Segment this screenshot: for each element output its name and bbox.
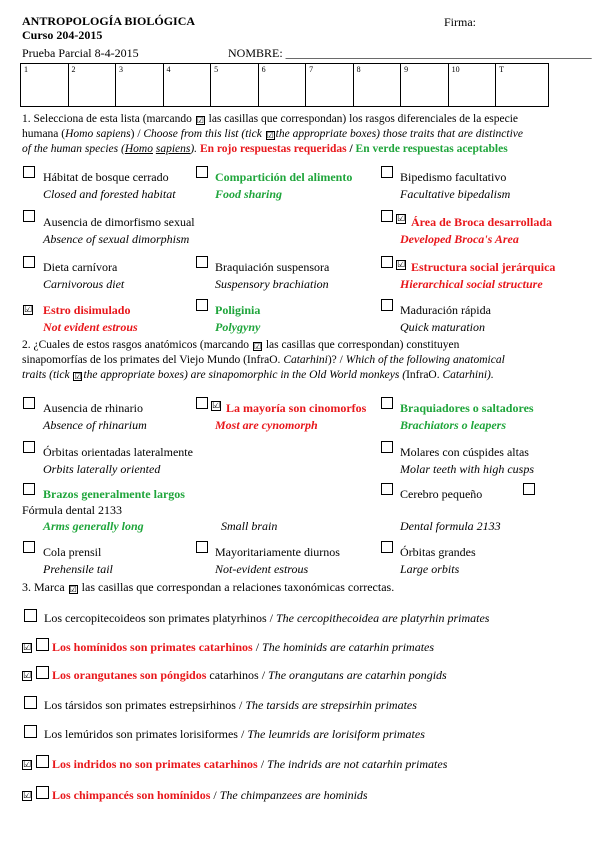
option-label: Órbitas orientadas lateralmente <box>43 445 193 459</box>
option-translation: Dental formula 2133 <box>400 519 501 533</box>
statement: Los orangutanes son póngidos catarhinos / The orangutans are catarhin pongids <box>52 668 447 682</box>
score-cell[interactable]: 2 <box>68 64 116 107</box>
option-label: Poliginia <box>215 303 261 317</box>
checkbox[interactable] <box>36 666 49 679</box>
score-cell[interactable]: 6 <box>258 64 306 107</box>
checkbox[interactable] <box>381 397 393 409</box>
check-icon: ☑ <box>23 671 32 681</box>
checkbox[interactable] <box>381 299 393 311</box>
checkbox[interactable] <box>196 397 208 409</box>
score-cell[interactable]: 9 <box>401 64 449 107</box>
option-translation: Carnivorous diet <box>43 277 125 291</box>
option-translation: Orbits laterally oriented <box>43 462 161 476</box>
statement: Los társidos son primates estrepsirhinos / The tarsids are strepsirhin primates <box>44 698 417 712</box>
score-cell[interactable]: 10 <box>448 64 496 107</box>
checkbox[interactable] <box>196 166 208 178</box>
option-label: Estructura social jerárquica <box>411 260 556 274</box>
option-translation: Molar teeth with high cusps <box>400 462 534 476</box>
check-icon: ☑ <box>266 131 274 140</box>
option-translation: Developed Broca's Area <box>400 232 519 246</box>
option-label: Bipedismo facultativo <box>400 170 507 184</box>
checkbox[interactable] <box>196 256 208 268</box>
option-label: La mayoría son cinomorfos <box>226 401 367 415</box>
score-cell-total[interactable]: T <box>496 64 549 107</box>
q3-instructions: 3. Marca ☑ las casillas que correspondan a relaciones taxonómicas correctas. <box>22 580 395 594</box>
score-cell[interactable]: 3 <box>116 64 164 107</box>
option-translation: Large orbits <box>400 562 460 576</box>
checkbox[interactable] <box>23 397 35 409</box>
option-translation: Absence of rhinarium <box>43 418 147 432</box>
score-cell[interactable]: 4 <box>163 64 211 107</box>
checkbox[interactable] <box>381 541 393 553</box>
option-label: Cerebro pequeño <box>400 487 483 501</box>
option-translation: Food sharing <box>215 187 283 201</box>
option-label: Ausencia de dimorfismo sexual <box>43 215 195 229</box>
option-translation: Arms generally long <box>43 519 144 533</box>
checkbox[interactable] <box>381 210 393 222</box>
checkbox[interactable] <box>23 441 35 453</box>
checkbox[interactable] <box>24 609 37 622</box>
check-icon: ☑ <box>24 305 33 315</box>
score-cell[interactable]: 5 <box>211 64 259 107</box>
score-grid <box>20 63 549 107</box>
statement: Los cercopitecoideos son primates platyrhinos / The cercopithecoidea are platyrhin primates <box>44 611 490 625</box>
check-icon: ☑ <box>23 791 32 801</box>
checkbox[interactable] <box>23 256 35 268</box>
option-label: Área de Broca desarrollada <box>411 215 552 229</box>
check-icon: ☑ <box>397 260 406 270</box>
option-label: Maduración rápida <box>400 303 491 317</box>
firma-label: Firma: <box>444 15 476 29</box>
checkbox[interactable] <box>381 441 393 453</box>
checkbox[interactable] <box>381 256 393 268</box>
option-label: Braquiación suspensora <box>215 260 330 274</box>
option-label: Fórmula dental 2133 <box>22 503 122 517</box>
option-translation: Absence of sexual dimorphism <box>43 232 190 246</box>
statement: Los homínidos son primates catarhinos / The hominids are catarhin primates <box>52 640 435 654</box>
option-translation: Polygyny <box>215 320 261 334</box>
checkbox[interactable] <box>23 483 35 495</box>
check-icon: ☑ <box>397 214 406 224</box>
score-cell[interactable]: 7 <box>306 64 354 107</box>
check-icon: ☑ <box>23 760 32 770</box>
q1-instructions: 1. Selecciona de esta lista (marcando ☑ las casillas que correspondan) los rasgos diferenciales de la especie humana (Homo sapiens) / Choose from this list (tick ☑ the appropriate boxes) those traits that are distinctive of the human species (Homo sapiens). En rojo respuestas requeridas / En verde respuestas aceptables <box>22 113 523 155</box>
exam-label: Prueba Parcial 8-4-2015 <box>22 46 139 60</box>
statement: Los indridos no son primates catarhinos / The indrids are not catarhin primates <box>52 757 448 771</box>
checkbox[interactable] <box>523 483 535 495</box>
checkbox[interactable] <box>196 541 208 553</box>
option-label: Órbitas grandes <box>400 545 476 559</box>
check-icon: ☑ <box>253 342 262 351</box>
option-label: Estro disimulado <box>43 303 131 317</box>
option-label: Cola prensil <box>43 545 102 559</box>
option-label: Mayoritariamente diurnos <box>215 545 340 559</box>
score-cell[interactable]: 1 <box>21 64 69 107</box>
option-translation: Suspensory brachiation <box>215 277 329 291</box>
check-icon: ☑ <box>196 116 204 125</box>
checkbox[interactable] <box>36 786 49 799</box>
score-cell[interactable]: 8 <box>353 64 401 107</box>
checkbox[interactable] <box>23 166 35 178</box>
course-label: Curso 204-2015 <box>22 28 103 42</box>
checkbox[interactable] <box>381 483 393 495</box>
checkbox[interactable] <box>24 696 37 709</box>
option-translation: Quick maturation <box>400 320 485 334</box>
option-label: Hábitat de bosque cerrado <box>43 170 169 184</box>
statement: Los lemúridos son primates lorisiformes / The leumrids are lorisiform primates <box>44 727 425 741</box>
check-icon: ☑ <box>212 401 221 411</box>
check-icon: ☑ <box>23 643 32 653</box>
option-translation: Closed and forested habitat <box>43 187 176 201</box>
option-translation: Not-evident estrous <box>215 562 309 576</box>
option-translation: Not evident estrous <box>43 320 138 334</box>
q2-instructions: 2. ¿Cuales de estos rasgos anatómicos (marcando ☑ las casillas que correspondan) constituyen sinapomorfías de los primates del Viejo Mundo (InfraO. Catarhini)? / Which of the following anatomical traits (tick ☑ the appropriate boxes) are sinapomorphic in the Old World monkeys (InfraO. Catarhini). <box>22 339 505 381</box>
statement: Los chimpancés son homínidos / The chimpanzees are hominids <box>52 788 368 802</box>
checkbox[interactable] <box>196 299 208 311</box>
document-title: ANTROPOLOGÍA BIOLÓGICA <box>22 14 196 28</box>
check-icon: ☑ <box>69 585 77 594</box>
checkbox[interactable] <box>36 755 49 768</box>
option-translation: Prehensile tail <box>43 562 113 576</box>
option-translation: Brachiators o leapers <box>400 418 507 432</box>
option-label: Dieta carnívora <box>43 260 118 274</box>
option-label: Braquiadores o saltadores <box>400 401 534 415</box>
checkbox[interactable] <box>381 166 393 178</box>
option-translation: Small brain <box>221 519 278 533</box>
checkbox[interactable] <box>23 541 35 553</box>
option-translation: Facultative bipedalism <box>400 187 511 201</box>
checkbox[interactable] <box>23 210 35 222</box>
option-label: Compartición del alimento <box>215 170 353 184</box>
checkbox[interactable] <box>36 638 49 651</box>
option-label: Ausencia de rhinario <box>43 401 143 415</box>
checkbox[interactable] <box>24 725 37 738</box>
nombre-field[interactable]: NOMBRE: ___________________________________________________ <box>228 46 592 60</box>
option-label: Brazos generalmente largos <box>43 487 185 501</box>
option-label: Molares con cúspides altas <box>400 445 529 459</box>
option-translation: Hierarchical social structure <box>400 277 543 291</box>
check-icon: ☑ <box>74 372 82 381</box>
option-translation: Most are cynomorph <box>215 418 318 432</box>
